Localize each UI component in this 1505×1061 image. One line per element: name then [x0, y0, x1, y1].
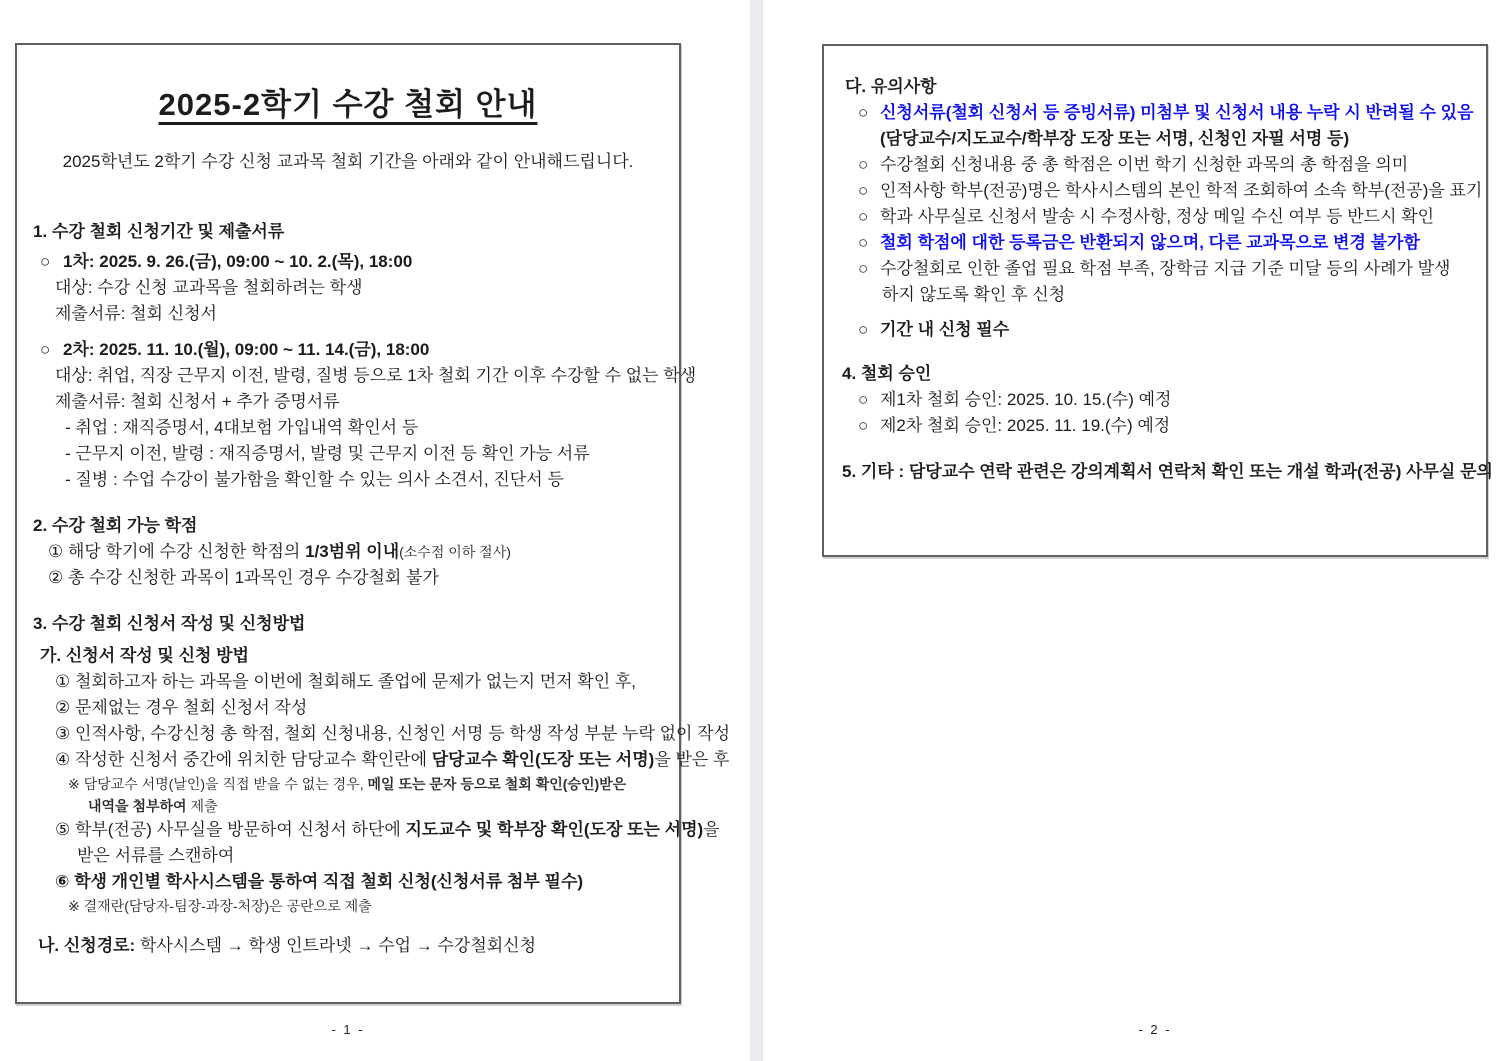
subsection-ga-heading: 가. 신청서 작성 및 신청 방법 [40, 646, 249, 665]
credit-limit-bold: 1/3범위 이내 [305, 542, 400, 561]
caution-1-line1 [836, 100, 1474, 126]
caution-4-text: 학과 사무실로 신청서 발송 시 수정사항, 정상 메일 수신 여부 등 반드시 확인 [880, 207, 1435, 226]
approval-1 [836, 387, 1474, 413]
approval-2-text: 제2차 철회 승인: 2025. 11. 19.(수) 예정 [880, 416, 1171, 435]
caution-2-text: 수강철회 신청내용 중 총 학점은 이번 학기 신청한 과목의 총 학점을 의미 [880, 155, 1409, 174]
credit-limit-note: (소수점 이하 절사) [399, 544, 511, 560]
step-5-line2: 받은 서류를 스캔하여 [77, 846, 235, 865]
step-4-note-line1 [29, 773, 667, 795]
approval-2 [836, 413, 1474, 439]
step-4-post: 을 받은 후 [654, 750, 730, 769]
document-title: 2025-2학기 수강 철회 안내 [158, 87, 538, 122]
approval-1-text: 제1차 철회 승인: 2025. 10. 15.(수) 예정 [880, 390, 1172, 409]
caution-3-text: 인적사항 학부(전공)명은 학사시스템의 본인 학적 조회하여 소속 학부(전공)을 표기 [880, 181, 1483, 200]
step-4-pre: ④ 작성한 신청서 중간에 위치한 담당교수 확인란에 [55, 750, 432, 769]
round-2-doc-employment: - 취업 : 재직증명서, 4대보험 가입내역 확인서 등 [65, 418, 419, 437]
round-1-period-text: 1차: 2025. 9. 26.(금), 09:00 ~ 10. 2.(목), 18:00 [63, 252, 413, 271]
note-line2-post: 제출 [186, 798, 218, 814]
caution-6-line2: 하지 않도록 확인 후 신청 [882, 285, 1066, 304]
step-1: ① 철회하고자 하는 과목을 이번에 철회해도 졸업에 문제가 없는지 먼저 확인 후, [55, 672, 636, 691]
caution-4 [836, 204, 1474, 230]
circle-bullet-icon: ○ [40, 252, 51, 271]
caution-5-blue-text: 철회 학점에 대한 등록금은 반환되지 않으며, 다른 교과목으로 변경 불가함 [880, 233, 1420, 252]
intro-text: 2025학년도 2학기 수강 신청 교과목 철회 기간을 아래와 같이 안내해드립니다. [62, 152, 634, 171]
step-6-note: ※ 결재란(담당자-팀장-과장-처장)은 공란으로 제출 [68, 898, 372, 914]
round-1-docs: 제출서류: 철회 신청서 [55, 304, 217, 323]
caution-6-line1 [836, 256, 1474, 282]
round-2-period-text: 2차: 2025. 11. 10.(월), 09:00 ~ 11. 14.(금), 18:00 [63, 340, 430, 359]
circle-bullet-icon: ○ [858, 233, 869, 252]
path-value: 학사시스템 → 학생 인트라넷 → 수업 → 수강철회신청 [135, 936, 537, 955]
page-1 [15, 43, 731, 1004]
step-6: ⑥ 학생 개인별 학사시스템을 통하여 직접 철회 신청(신청서류 첨부 필수) [55, 872, 584, 891]
step-4-note-line2 [29, 795, 667, 817]
circle-bullet-icon: ○ [858, 416, 869, 435]
credit-limit-item [29, 539, 667, 565]
step-4 [29, 747, 730, 773]
circle-bullet-icon: ○ [858, 207, 869, 226]
caution-1-blue-text: 신청서류(철회 신청서 등 증빙서류) 미첨부 및 신청서 내용 누락 시 반려될 수 있음 [880, 103, 1474, 122]
note-pre: ※ 담당교수 서명(날인)을 직접 받을 수 없는 경우, [68, 776, 368, 792]
round-2-target: 대상: 취업, 직장 근무지 이전, 발령, 질병 등으로 1차 철회 기간 이후 수강할 수 없는 학생 [55, 366, 697, 385]
circle-bullet-icon: ○ [858, 155, 869, 174]
circle-bullet-icon: ○ [858, 103, 869, 122]
caution-2 [836, 152, 1474, 178]
step-5-post: 을 [703, 820, 720, 839]
section-2-heading: 2. 수강 철회 가능 학점 [33, 516, 198, 535]
caution-3 [836, 178, 1483, 204]
page-1-number: - 1 - [331, 1022, 365, 1037]
caution-5 [836, 230, 1474, 256]
circle-bullet-icon: ○ [858, 390, 869, 409]
round-1-period [29, 249, 667, 275]
round-1-target: 대상: 수강 신청 교과목을 철회하려는 학생 [55, 278, 363, 297]
circle-bullet-icon: ○ [858, 259, 869, 278]
page-1-content [17, 85, 731, 959]
caution-1-line2: (담당교수/지도교수/학부장 도장 또는 서명, 신청인 자필 서명 등) [880, 129, 1350, 148]
note-bold: 메일 또는 문자 등으로 철회 확인(승인)받은 [367, 776, 627, 792]
caution-7-text: 기간 내 신청 필수 [880, 320, 1010, 339]
caution-6-text: 수강철회로 인한 졸업 필요 학점 부족, 장학금 지급 기준 미달 등의 사례가 발생 [880, 259, 1451, 278]
section-1-heading: 1. 수강 철회 신청기간 및 제출서류 [33, 222, 285, 241]
round-2-doc-relocation: - 근무지 이전, 발령 : 재직증명서, 발령 및 근무지 이전 등 확인 가능 서류 [65, 444, 590, 463]
round-2-docs: 제출서류: 철회 신청서 + 추가 증명서류 [55, 392, 340, 411]
round-2-period [29, 337, 667, 363]
circle-bullet-icon: ○ [858, 181, 869, 200]
step-5-bold: 지도교수 및 학부장 확인(도장 또는 서명) [405, 820, 704, 839]
single-course-item: ② 총 수강 신청한 과목이 1과목인 경우 수강철회 불가 [48, 568, 439, 587]
path-label: 나. 신청경로: [38, 936, 136, 955]
round-2-doc-illness: - 질병 : 수업 수강이 불가함을 확인할 수 있는 의사 소견서, 진단서 등 [65, 470, 564, 489]
section-5-heading: 5. 기타 : 담당교수 연락 관련은 강의계획서 연락처 확인 또는 개설 학과(전공) 사무실 문의 [842, 462, 1493, 481]
page-2-content [824, 74, 1493, 485]
circle-bullet-icon: ○ [858, 320, 869, 339]
circle-bullet-icon: ○ [40, 340, 51, 359]
step-3: ③ 인적사항, 수강신청 총 학점, 철회 신청내용, 신청인 서명 등 학생 작성 부분 누락 없이 작성 [55, 724, 731, 743]
step-2: ② 문제없는 경우 철회 신청서 작성 [55, 698, 308, 717]
caution-7 [836, 317, 1474, 343]
section-4-heading: 4. 철회 승인 [842, 364, 932, 383]
step-5-pre: ⑤ 학부(전공) 사무실을 방문하여 신청서 하단에 [55, 820, 406, 839]
page-2-number: - 2 - [1138, 1022, 1172, 1037]
step-4-bold: 담당교수 확인(도장 또는 서명) [431, 750, 655, 769]
application-path [29, 933, 667, 959]
section-3-heading: 3. 수강 철회 신청서 작성 및 신청방법 [33, 614, 306, 633]
page-2 [822, 44, 1493, 557]
credit-limit-pre: ① 해당 학기에 수강 신청한 학점의 [48, 542, 306, 561]
subsection-da-heading: 다. 유의사항 [845, 77, 937, 96]
page-gap-strip [750, 0, 763, 1061]
step-5-line1 [29, 817, 720, 843]
note-line2-bold: 내역을 첨부하여 [88, 798, 187, 814]
